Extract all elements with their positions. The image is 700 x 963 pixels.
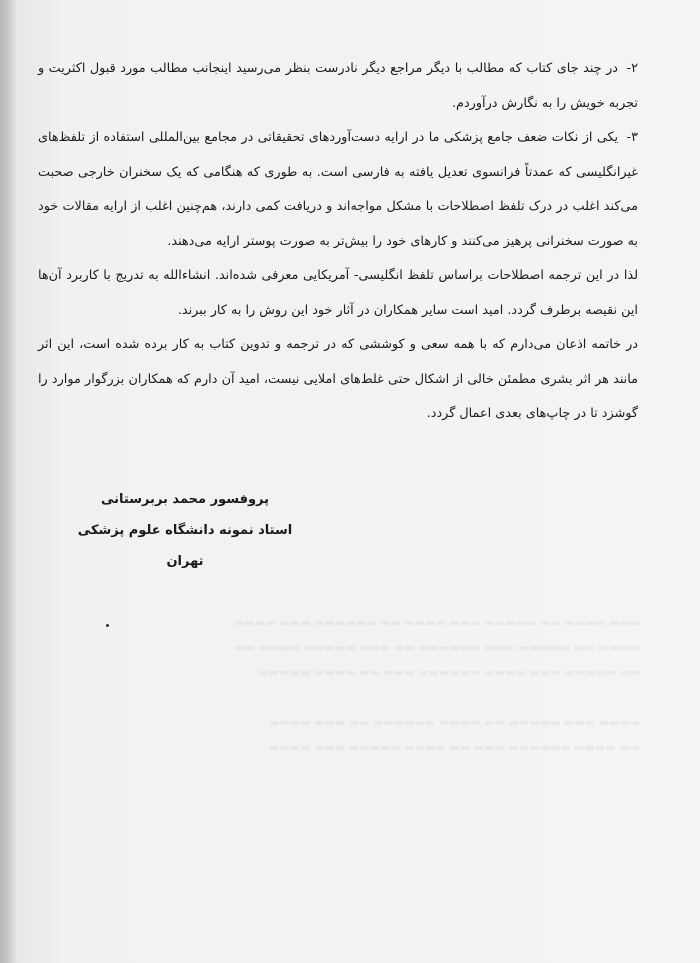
paragraph-text: لذا در این ترجمه اصطلاحات براساس تلفظ انگلیسی- آمریکایی معرفی شده‌اند. انشاءالله به تدریج با کاربرد آن‌ها این نقیصه برطرف گردد. امید است سایر همکاران در آثار خود این روش را به کار ببرند. xyxy=(38,268,638,318)
ink-dot xyxy=(106,624,109,627)
paragraph-2 xyxy=(38,52,638,121)
paragraph-text: در چند جای کتاب که مطالب با دیگر مراجع دیگر نادرست بنظر می‌رسید اینجانب مطالب مورد قبول اکثریت و تجربه خویش را به نگارش درآوردم. xyxy=(38,61,638,111)
paragraph-number: ۲- xyxy=(626,61,638,76)
show-through-text: ▬▬▬ ▬▬▬▬ ▬▬ ▬▬▬▬▬ ▬▬▬ ▬▬▬▬ ▬▬ ▬▬▬▬▬▬ ▬▬▬ ▬▬▬▬ ▬▬▬▬ ▬▬ ▬▬▬▬▬ ▬▬▬ ▬▬▬▬▬▬ ▬▬ ▬▬▬ ▬▬▬▬▬ ▬▬▬▬ ▬▬ ▬▬ ▬▬▬▬▬ ▬▬▬ ▬▬▬▬ ▬▬▬▬▬▬ ▬▬▬ ▬▬ ▬▬▬▬ ▬▬▬▬▬ ▬▬▬▬ ▬▬▬ ▬▬▬▬▬ ▬▬ ▬▬▬▬ ▬▬▬▬▬▬ ▬▬ ▬▬▬ ▬▬▬▬ ▬▬ ▬▬▬▬ ▬▬▬▬▬▬ ▬▬▬ ▬▬ ▬▬▬▬ ▬▬▬▬▬ ▬▬▬ ▬▬▬▬ xyxy=(234,616,640,754)
signature-title: استاد نمونه دانشگاه علوم پزشکی تهران xyxy=(77,523,293,569)
paragraph-text: در خاتمه اذعان می‌دارم که با همه سعی و کوششی که در ترجمه و تدوین کتاب به کار برده شده است، این اثر مانند هر اثر بشری مطمئن خالی از اشکال حتی غلط‌های املایی نیست، امید آن دارم که همکاران بزرگوار موارد را گوشزد تا در چاپ‌های بعدی اعمال گردد. xyxy=(38,337,638,421)
paragraph-number: ۳- xyxy=(626,130,638,145)
body-text xyxy=(38,52,638,432)
signature-name: پروفسور محمد بربرستانی xyxy=(100,492,270,507)
paragraph-pronunciation xyxy=(38,259,638,328)
signature-block xyxy=(70,484,300,577)
book-binding-shadow xyxy=(0,0,16,963)
paragraph-3 xyxy=(38,121,638,259)
paragraph-text: یکی از نکات ضعف جامع پزشکی ما در ارایه دست‌آوردهای تحقیقاتی در مجامع بین‌المللی استفاده از تلفظ‌های غیرانگلیسی که عمدتاً فرانسوی تعدیل یافته به فارسی است. به طوری که هنگامی که یک سخنران خارجی صحبت می‌کند اغلب در درک تلفظ اصطلاحات با مشکل مواجه‌اند و دریافت کمی دارند، هم‌چنین اغلب از ارایه مقالات خود به صورت سخنرانی پرهیز می‌کنند و کارهای خود را بیش‌تر به صورت پوستر ارایه می‌دهند. xyxy=(38,130,638,249)
paragraph-closing xyxy=(38,328,638,432)
